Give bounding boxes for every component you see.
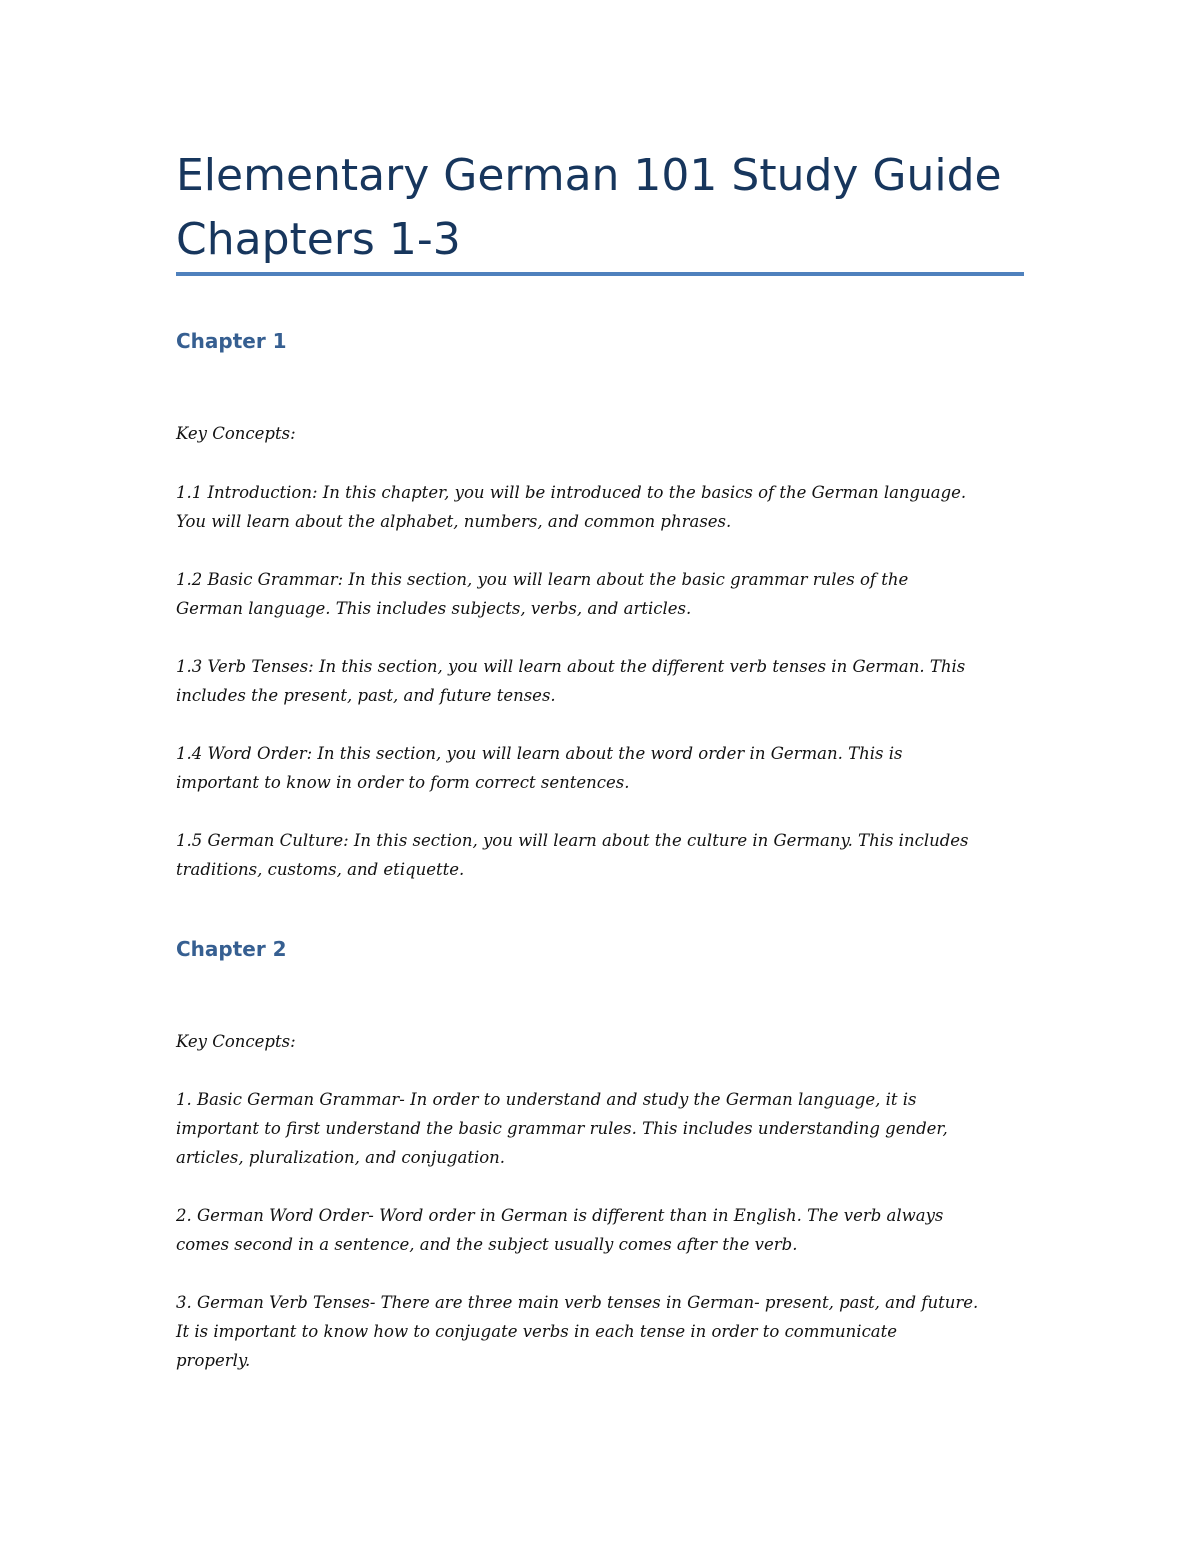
item-line: German language. This includes subjects, verbs, and articles. [176, 599, 692, 618]
item-line: important to first understand the basic grammar rules. This includes understanding gender, [176, 1119, 948, 1138]
title-underline-rule [176, 272, 1024, 276]
chapter-2-item-1 [176, 1085, 1024, 1172]
chapter-2-heading: Chapter 2 [176, 937, 287, 961]
item-line: includes the present, past, and future tenses. [176, 686, 556, 705]
item-line: You will learn about the alphabet, numbers, and common phrases. [176, 512, 732, 531]
item-line: 1. Basic German Grammar- In order to understand and study the German language, it is [176, 1090, 917, 1109]
title-line-1: Elementary German 101 Study Guide [176, 150, 1002, 201]
chapter-2-item-2 [176, 1201, 1024, 1259]
title-line-2: Chapters 1-3 [176, 214, 461, 265]
chapter-2-key-concepts-label: Key Concepts: [176, 1032, 296, 1051]
item-line: 1.3 Verb Tenses: In this section, you will learn about the different verb tenses in German. This [176, 657, 966, 676]
item-line: comes second in a sentence, and the subject usually comes after the verb. [176, 1235, 798, 1254]
chapter-2-item-3 [176, 1288, 1024, 1375]
item-line: 1.2 Basic Grammar: In this section, you will learn about the basic grammar rules of the [176, 570, 909, 589]
item-line: It is important to know how to conjugate verbs in each tense in order to communicate [176, 1322, 898, 1341]
chapter-1-item-4 [176, 739, 1024, 797]
item-line: 1.4 Word Order: In this section, you will learn about the word order in German. This is [176, 744, 903, 763]
item-line: articles, pluralization, and conjugation. [176, 1148, 506, 1167]
chapter-1-item-3 [176, 652, 1024, 710]
chapter-1-item-2 [176, 565, 1024, 623]
item-line: 1.5 German Culture: In this section, you will learn about the culture in Germany. This includes [176, 831, 969, 850]
chapter-1-item-1 [176, 478, 1024, 536]
chapter-1-key-concepts-label: Key Concepts: [176, 424, 296, 443]
item-line: traditions, customs, and etiquette. [176, 860, 465, 879]
chapter-1-item-5 [176, 826, 1024, 884]
item-line: 1.1 Introduction: In this chapter, you will be introduced to the basics of the German language. [176, 483, 967, 502]
item-line: important to know in order to form correct sentences. [176, 773, 630, 792]
chapter-1-heading: Chapter 1 [176, 329, 287, 353]
item-line: 2. German Word Order- Word order in German is different than in English. The verb always [176, 1206, 944, 1225]
item-line: 3. German Verb Tenses- There are three main verb tenses in German- present, past, and future. [176, 1293, 979, 1312]
item-line: properly. [176, 1351, 251, 1370]
document-title [176, 144, 1024, 272]
